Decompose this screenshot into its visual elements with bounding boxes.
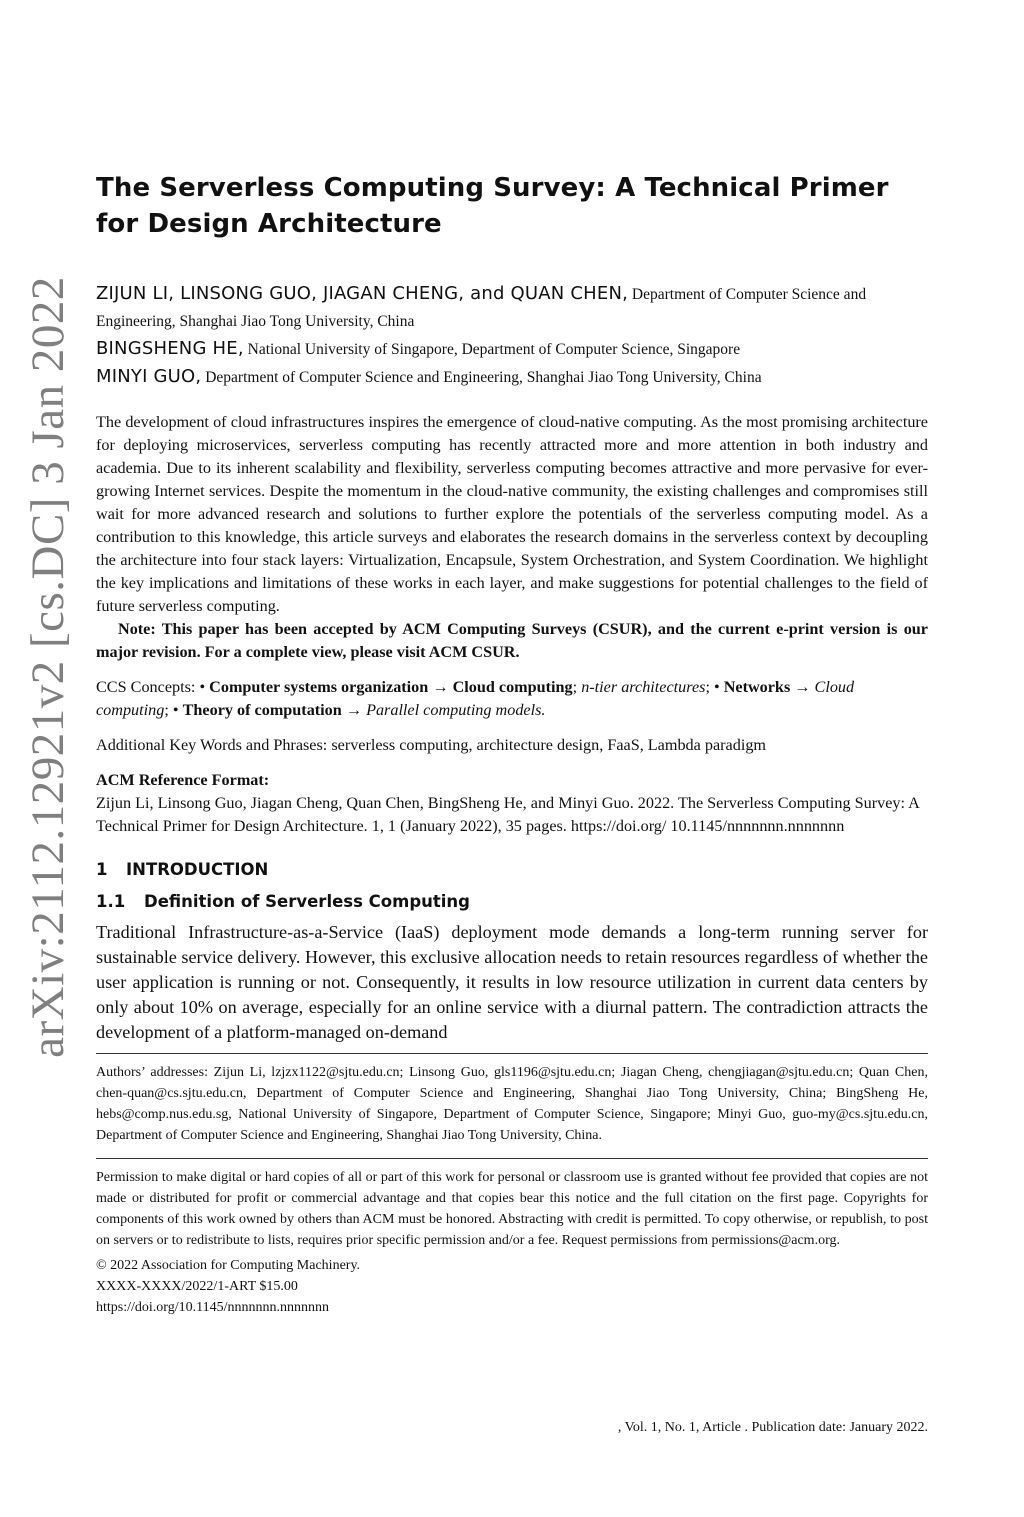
intro-paragraph: Traditional Infrastructure-as-a-Service (IaaS) deployment mode demands a long-term running server for sustainable service delivery. However, this exclusive allocation needs to retain resources regardless of whether the user application is running or not. Consequently, it results in low resource utilization in current data centers by only about 10% on average, especially for an online service with a diurnal pattern. The contradiction attracts the development of a platform-managed on-demand xyxy=(96,922,928,1042)
author-names: ZIJUN LI, LINSONG GUO, JIAGAN CHENG, and QUAN CHEN, xyxy=(96,283,629,304)
author-names: MINYI GUO, xyxy=(96,366,202,387)
journal-footer: , Vol. 1, No. 1, Article . Publication date: January 2022. xyxy=(617,1420,928,1435)
arxiv-identifier-text: arXiv:2112.12921v2 [cs.DC] 3 Jan 2022 xyxy=(22,276,75,1058)
ccs-concept: n-tier architectures xyxy=(581,678,706,696)
reference-heading: ACM Reference Format: xyxy=(96,771,270,789)
page-content xyxy=(96,170,928,1318)
subsection-title: Definition of Serverless Computing xyxy=(144,892,470,911)
abstract-text: The development of cloud infrastructures inspires the emergence of cloud-native computing. As the most promising architecture for deploying microservices, serverless computing has recently attracted more and more attention in both industry and academia. Due to its inherent scalability and flexibility, serverless computing becomes attractive and more pervasive for ever-growing Internet services. Despite the momentum in the cloud-native community, the existing challenges and compromises still wait for more advanced research and solutions to further explore the potentials of the serverless computing model. As a contribution to this knowledge, this article surveys and elaborates the research domains in the serverless context by decoupling the architecture into four stack layers: Virtualization, Encapsule, System Orchestration, and System Coordination. We highlight the key implications and limitations of these works in each layer, and make suggestions for potential challenges to the field of future serverless computing. xyxy=(96,413,928,615)
arxiv-identifier-stamp xyxy=(18,276,78,1058)
subsection-number: 1.1 xyxy=(96,892,126,911)
abstract xyxy=(96,411,928,664)
author-block xyxy=(96,280,928,391)
authors-addresses-footnote: Authors’ addresses: Zijun Li, lzjzx1122@sjtu.edu.cn; Linsong Guo, gls1196@sjtu.edu.cn; Jiagan Cheng, chengjiagan@sjtu.edu.cn; Quan Chen, chen-quan@cs.sjtu.edu.cn, Department of Computer Science and Engineering, Shanghai Jiao Tong University, China; BingSheng He, hebs@comp.nus.edu.sg, National University of Singapore, Department of Computer Science, Singapore; Minyi Guo, guo-my@cs.sjtu.edu.cn, Department of Computer Science and Engineering, Shanghai Jiao Tong University, China. xyxy=(96,1065,928,1143)
section-title: INTRODUCTION xyxy=(126,860,269,879)
paper-title: The Serverless Computing Survey: A Technical Primer for Design Architecture xyxy=(96,173,889,239)
keywords: Additional Key Words and Phrases: serverless computing, architecture design, FaaS, Lambda paradigm xyxy=(96,736,767,754)
ccs-concept: Theory of computation xyxy=(182,701,342,719)
permission-notice: Permission to make digital or hard copies of all or part of this work for personal or classroom use is granted without fee provided that copies are not made or distributed for profit or commercial advantage and that copies bear this notice and the full citation on the first page. Copyrights for components of this work owned by others than ACM must be honored. Abstracting with credit is permitted. To copy otherwise, or republish, to post on servers or to redistribute to lists, requires prior specific permission and/or a fee. Request permissions from permissions@acm.org. xyxy=(96,1170,928,1248)
subsection-heading xyxy=(96,890,928,914)
doi-link[interactable]: https://doi.org/10.1145/nnnnnnn.nnnnnnn xyxy=(96,1300,329,1315)
ccs-concept: Cloud computing xyxy=(96,678,855,719)
ccs-concept: Parallel computing models. xyxy=(366,701,546,719)
reference-text: Zijun Li, Linsong Guo, Jiagan Cheng, Quan Chen, BingSheng He, and Minyi Guo. 2022. The Serverless Computing Survey: A Technical Primer for Design Architecture. 1, 1 (January 2022), 35 pages. https://doi.org/ 10.1145/nnnnnnn.nnnnnnn xyxy=(96,794,919,835)
ccs-label: CCS Concepts: xyxy=(96,678,196,696)
issn-line: XXXX-XXXX/2022/1-ART $15.00 xyxy=(96,1279,298,1294)
ccs-concept: Networks xyxy=(723,678,791,696)
author-affiliation: National University of Singapore, Department of Computer Science, Singapore xyxy=(247,341,741,358)
footnote-divider xyxy=(96,1053,928,1054)
revision-note: Note: This paper has been accepted by ACM Computing Surveys (CSUR), and the current e-print version is our major revision. For a complete view, please visit ACM CSUR. xyxy=(96,620,928,661)
section-number: 1 xyxy=(96,860,108,879)
author-affiliation: Department of Computer Science and Engineering, Shanghai Jiao Tong University, China xyxy=(96,286,867,330)
copyright-line: © 2022 Association for Computing Machinery. xyxy=(96,1258,361,1273)
ccs-concept: Cloud computing xyxy=(452,678,573,696)
permission-divider xyxy=(96,1158,928,1159)
author-line xyxy=(96,363,928,391)
author-line xyxy=(96,335,928,363)
author-affiliation: Department of Computer Science and Engineering, Shanghai Jiao Tong University, China xyxy=(205,369,762,386)
section-heading xyxy=(96,858,928,882)
ccs-concepts: CCS Concepts: • Computer systems organization → Cloud computing; n-tier architectures; • Networks → Cloud computing; • Theory of computation → Parallel computing models. xyxy=(96,678,855,719)
author-line xyxy=(96,280,928,335)
ccs-concept: Computer systems organization xyxy=(209,678,429,696)
author-names: BINGSHENG HE, xyxy=(96,338,244,359)
